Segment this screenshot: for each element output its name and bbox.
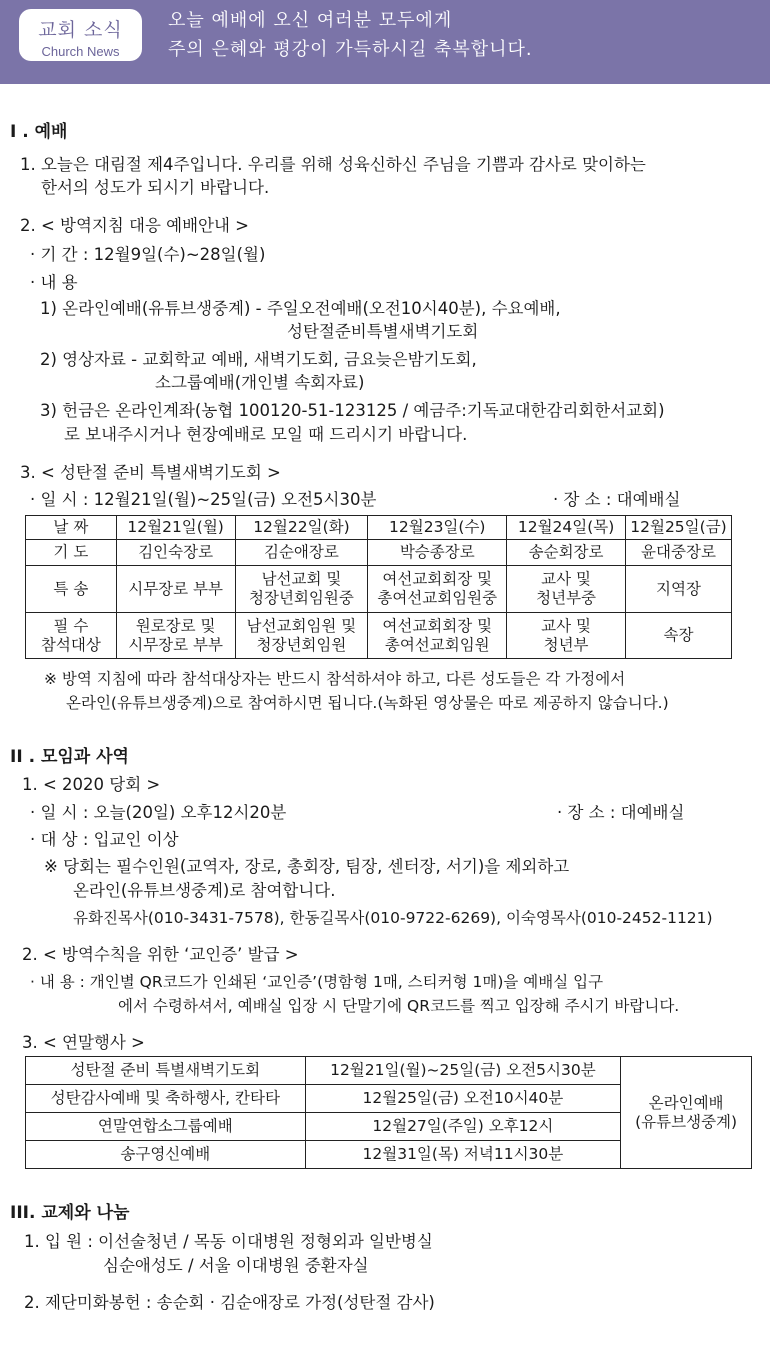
table-cell: 성탄감사예배 및 축하행사, 칸타타 (26, 1085, 306, 1113)
s1-note-line2: 온라인(유튜브생중계)으로 참여하시면 됩니다.(녹화된 영상물은 따로 제공하지 않습니다.) (66, 694, 669, 712)
table-cell (621, 1057, 752, 1169)
s1-item2-2-line2: 소그룹예배(개인별 속회자료) (155, 373, 365, 392)
section3-title: III. 교제와 나눔 (10, 1203, 130, 1223)
badge-title-en: Church News (41, 44, 120, 59)
table-cell (235, 613, 368, 659)
cell-line: 속장 (663, 626, 694, 644)
cell-line: 교사 및 (541, 616, 591, 635)
cell-line: 남선교회 및 (261, 570, 342, 588)
cell-line: 원로장로 및 (135, 616, 216, 635)
table-cell: 김인숙장로 (116, 540, 235, 566)
table-cell (26, 613, 117, 659)
table-cell: 12월24일(목) (507, 516, 626, 540)
table-cell (368, 566, 507, 613)
s2-item1-note-line1: ※ 당회는 필수인원(교역자, 장로, 총회장, 팀장, 센터장, 서기)을 제외하고 (44, 857, 570, 876)
table-row-required (26, 613, 732, 659)
table-cell: 날 짜 (26, 516, 117, 540)
table-cell: 성탄절 준비 특별새벽기도회 (26, 1057, 306, 1085)
s1-item2-1-line1: 1) 온라인예배(유튜브생중계) - 주일오전예배(오전10시40분), 수요예배, (40, 299, 561, 318)
s1-item2-3-line2: 로 보내주시거나 현장예배로 모일 때 드리시기 바랍니다. (64, 425, 468, 444)
s2-item2-line1: · 내 용 : 개인별 QR코드가 인쇄된 ‘교인증’(명함형 1매, 스티커형 1매)을 예배실 입구 (30, 973, 604, 991)
table-cell (26, 566, 117, 613)
table-cell (368, 613, 507, 659)
cell-line: 온라인예배 (648, 1093, 724, 1112)
table-cell (235, 566, 368, 613)
s1-note-line1: ※ 방역 지침에 따라 참석대상자는 반드시 참석하셔야 하고, 다른 성도들은 각 가정에서 (44, 670, 626, 688)
table-cell: 연말연합소그룹예배 (26, 1113, 306, 1141)
s3-item2: 2. 제단미화봉헌 : 송순회 · 김순애장로 가정(성탄절 감사) (24, 1293, 435, 1312)
table-row-special-song (26, 566, 732, 613)
cell-line: 청년부중 (536, 589, 597, 607)
s1-item3-place: · 장 소 : 대예배실 (553, 490, 681, 509)
s1-item2-2-line1: 2) 영상자료 - 교회학교 예배, 새벽기도회, 금요늦은밤기도회, (40, 350, 477, 369)
cell-line: 필 수 (53, 616, 89, 635)
table-cell (507, 613, 626, 659)
cell-line: 특 송 (53, 579, 89, 598)
cell-line: 참석대상 (40, 635, 101, 654)
s3-item1-line2: 심순애성도 / 서울 이대병원 중환자실 (103, 1256, 369, 1275)
cell-line: 여선교회회장 및 (382, 570, 493, 588)
table-cell: 12월31일(목) 저녁11시30분 (305, 1141, 621, 1169)
cell-line: 시무장로 부부 (128, 579, 223, 598)
table-cell: 기 도 (26, 540, 117, 566)
cell-line: 청년부 (543, 635, 589, 654)
table-cell: 12월25일(금) 오전10시40분 (305, 1085, 621, 1113)
table-cell: 12월21일(월) (116, 516, 235, 540)
cell-line: 청장년회임원중 (249, 589, 354, 607)
cell-line: (유튜브생중계) (635, 1112, 738, 1131)
cell-line: 시무장로 부부 (128, 635, 223, 654)
table-cell: 12월22일(화) (235, 516, 368, 540)
table-cell: 12월25일(금) (625, 516, 731, 540)
cell-line: 교사 및 (541, 570, 591, 588)
table-cell: 12월21일(월)~25일(금) 오전5시30분 (305, 1057, 621, 1085)
s3-item1-line1: 1. 입 원 : 이선술청년 / 목동 이대병원 정형외과 일반병실 (24, 1232, 433, 1251)
s1-item2-content: · 내 용 (30, 273, 78, 292)
s1-item3-date: · 일 시 : 12월21일(월)~25일(금) 오전5시30분 (30, 490, 377, 509)
table-cell (116, 566, 235, 613)
table-cell: 송구영신예배 (26, 1141, 306, 1169)
s1-item3-title: 3. < 성탄절 준비 특별새벽기도회 > (20, 463, 281, 482)
s2-item1-note-line2: 온라인(유튜브생중계)로 참여합니다. (73, 881, 336, 900)
s2-item2-line2: 에서 수령하셔서, 예배실 입장 시 단말기에 QR코드를 찍고 입장해 주시기 바랍니다. (118, 997, 680, 1015)
table-cell: 박승종장로 (368, 540, 507, 566)
badge-title-ko: 교회 소식 (38, 19, 123, 41)
table-cell (625, 566, 731, 613)
cell-line: 청장년회임원 (256, 635, 347, 654)
s2-item1-place: · 장 소 : 대예배실 (557, 803, 685, 822)
table-row-prayer (26, 540, 732, 566)
header-message-line1: 오늘 예배에 오신 여러분 모두에게 (168, 10, 453, 31)
table-cell (507, 566, 626, 613)
s1-item1-line2: 한서의 성도가 되시기 바랍니다. (41, 178, 270, 197)
cell-line: 남선교회임원 및 (246, 616, 357, 635)
section1-title: I . 예배 (10, 122, 68, 142)
table-cell: 12월27일(주일) 오후12시 (305, 1113, 621, 1141)
table-header-row (26, 516, 732, 540)
section2-title: II . 모임과 사역 (10, 747, 129, 767)
table-cell (625, 613, 731, 659)
table-cell: 12월23일(수) (368, 516, 507, 540)
cell-line: 지역장 (656, 579, 701, 598)
year-end-events-table (25, 1056, 752, 1169)
dawn-prayer-table (25, 515, 732, 659)
s2-item1-date: · 일 시 : 오늘(20일) 오후12시20분 (30, 803, 287, 822)
cell-line: 총여선교회임원중 (377, 589, 498, 607)
table-cell: 송순회장로 (507, 540, 626, 566)
s2-item1-contacts: 유화진목사(010-3431-7578), 한동길목사(010-9722-6269), 이숙영목사(010-2452-1121) (73, 909, 713, 927)
table-cell: 윤대중장로 (625, 540, 731, 566)
cell-line: 총여선교회임원 (384, 635, 490, 654)
s1-item2-1-line2: 성탄절준비특별새벽기도회 (287, 322, 479, 341)
table-cell: 김순애장로 (235, 540, 368, 566)
s1-item2-period: · 기 간 : 12월9일(수)~28일(월) (30, 245, 266, 264)
s2-item1-target: · 대 상 : 입교인 이상 (30, 830, 179, 849)
header-message-line2: 주의 은혜와 평강이 가득하시길 축복합니다. (168, 39, 533, 60)
s2-item1-title: 1. < 2020 당회 > (22, 775, 161, 794)
table-row (26, 1057, 752, 1085)
s1-item1-line1: 1. 오늘은 대림절 제4주입니다. 우리를 위해 성육신하신 주님을 기쁨과 감사로 맞이하는 (20, 155, 646, 174)
cell-line: 여선교회회장 및 (382, 616, 493, 635)
s2-item3-title: 3. < 연말행사 > (22, 1033, 145, 1052)
s2-item2-title: 2. < 방역수칙을 위한 ‘교인증’ 발급 > (22, 945, 299, 964)
s1-item2-3-line1: 3) 헌금은 온라인계좌(농협 100120-51-123125 / 예금주:기독교대한감리회한서교회) (40, 401, 665, 420)
s1-item2-title: 2. < 방역지침 대응 예배안내 > (20, 216, 250, 235)
table-cell (116, 613, 235, 659)
